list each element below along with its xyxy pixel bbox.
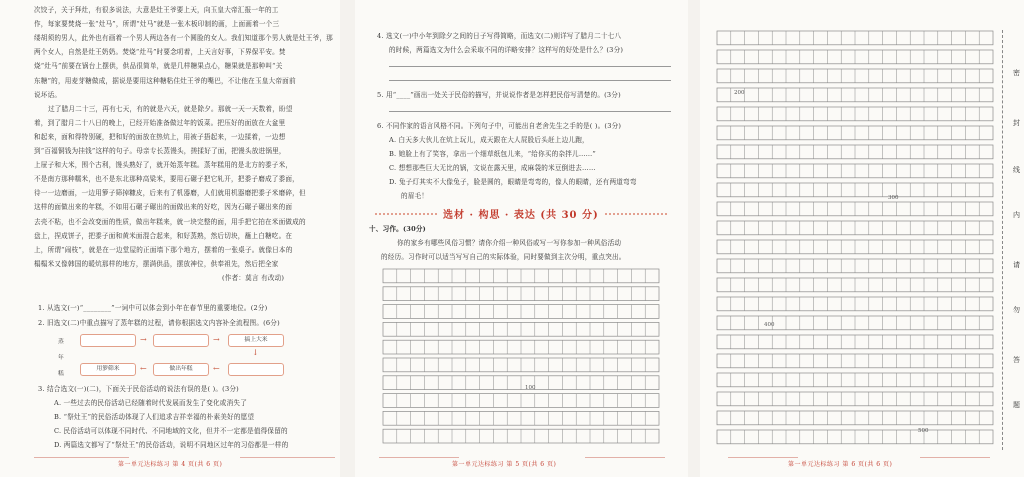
question-4-line-2: 的时候，两篇选文为什么会采取不同的详略安排？这样写的好处是什么？(3分)	[389, 46, 624, 54]
question-6: 6. 不同作家的语言风格不同。下列句子中，可能出自老舍先生之手的是( )。(3分)	[377, 122, 622, 130]
footer-rule-left	[379, 457, 459, 458]
page-5	[355, 0, 688, 477]
seal-line	[1002, 30, 1003, 450]
option-b[interactable]: B. “祭灶王”的民俗活动体现了人们追求吉祥幸福的朴素美好的愿望	[54, 413, 255, 421]
option-c[interactable]: C. 想想那些巨大无比的锅，文说在露天里，成麻袋的米豆倒进去……	[389, 164, 596, 172]
arrow-left-icon: ←	[213, 364, 220, 373]
seal-char: 密	[1013, 69, 1020, 77]
section-title: 选材 · 构思 · 表达 (共 30 分)	[443, 210, 599, 221]
passage-line: 待一一边磨面，一边用箩子筛掉糠皮，后来有了机器磨，人们就用机器磨把黍子米磨碎，但	[34, 189, 306, 198]
grid-counter-500: 500	[918, 428, 929, 434]
arrow-left-icon: ←	[140, 364, 147, 373]
seal-char: 勿	[1013, 306, 1020, 314]
passage-line: 榻榻米又像韩国的暖炕那样的地方，摆满供品，摆放神位，供奉祖先，然后把全家	[34, 259, 279, 268]
seal-char: 题	[1013, 401, 1020, 409]
footer-rule-right	[585, 457, 665, 458]
writing-grid[interactable]	[716, 30, 994, 450]
answer-line[interactable]	[389, 80, 671, 81]
passage-line: 和起来，面和得特别硬，把和好的面放在热炕上，用被子捂起来，一边揉着，一边想	[34, 132, 286, 141]
grid-svg	[716, 30, 994, 450]
question-1: 1. 从选文(一)“________”一词中可以体会到小年在春节里的重要地位。(2分)	[38, 304, 268, 312]
passage-line: 着，到了腊月二十八日的晚上，已经开始准备做过年的饭菜。把压好的面放在大盆里	[34, 118, 286, 127]
option-b[interactable]: B. 她脸上有了笑容，拿出一个细草纸包儿来，“给你买的杂拌儿……”	[389, 150, 597, 158]
passage-line: 上，所谓“闹枝”，就是在一边堂屋的正面墙下那个地方，摆着的一张桌子。就像日本的	[34, 245, 293, 254]
page-6	[700, 0, 1024, 477]
passage-line: 说坏话。	[34, 90, 62, 99]
question-3: 3. 结合选文(一)(二)，下面关于民俗活动的说法有误的是( )。(3分)	[38, 385, 239, 393]
writing-prompt-line-1: 你的家乡有哪些风俗习惯？请你介绍一种风俗或写一写你参加一种风俗活动	[397, 239, 622, 247]
arrow-right-icon: →	[213, 335, 220, 344]
page-4	[0, 0, 340, 477]
passage-line: 烧“灶马”前要在锅台上摆供，供品很简单，就是几样糖果点心，糖果就是那种叫“关	[34, 62, 283, 71]
flow-box-5: 做出年糕	[153, 363, 209, 376]
passage-line: 缕胡须的男人，此外也有画着一个男人两边各有一个圆脸的女人。我们知道那个男人就是灶王爷，那	[34, 34, 333, 43]
passage-line: 作，每家要焚烧一张“灶马”，所谓“灶马”就是一张木板印制的画，上面画着一个三	[34, 20, 280, 29]
question-4-line-1: 4. 选文(一)中小年到除夕之间的日子写得简略，而选文(二)则详写了腊月二十七八	[377, 32, 622, 40]
footer-rule-right	[920, 457, 990, 458]
grid-counter-100: 100	[525, 385, 536, 391]
option-d-cont: 的眉毛！	[401, 192, 429, 200]
writing-grid[interactable]	[382, 268, 660, 448]
page-footer: 第一单元达标练习 第 4 页(共 6 页)	[118, 461, 223, 468]
seal-char: 封	[1013, 119, 1020, 127]
seal-char: 请	[1013, 261, 1020, 269]
passage-line: 到“百福铜钱为挂钱”这样的句子。母亲专长蒸馒头，搓揉好了面，把馒头放进锅里，	[34, 147, 286, 155]
passage-line: 上屉子和大米，围个古利，馒头熟好了，就开始蒸年糕。蒸年糕用的是北方的黍子米，	[34, 161, 293, 170]
seal-char: 线	[1013, 166, 1020, 174]
arrow-down-icon: ↓	[252, 348, 259, 357]
option-d[interactable]: D. 兔子灯其实不大像兔子，脸是圆的，眼睛是弯弯的，像人的眼睛，还有两道弯弯	[389, 178, 637, 186]
grid-counter-200: 200	[734, 90, 745, 96]
option-a[interactable]: A. 白天多大伙儿在炕上玩儿，成天跟在大人屁股后头赶上边儿跑，	[389, 136, 589, 144]
question-2: 2. 旧选文(二)中重点描写了蒸年糕的过程，请你根据选文内容补全流程图。(6分)	[38, 319, 280, 327]
passage-line: 去壳不粘，也不会改变面的性质，做出年糕来，就一块完整的面，用手把它拍在米面做成的	[34, 217, 306, 226]
option-c[interactable]: C. 民俗活动可以体现不同时代、不同地域的文化，但并不一定都是值得保留的	[54, 427, 288, 435]
passage-line: 这样的面做出来的年糕，不如用石碾子碾出的面做出来的好吃，因为石碾子碾出来的面	[34, 203, 293, 212]
footer-rule-right	[240, 457, 335, 458]
seal-char: 内	[1013, 211, 1020, 219]
section-divider-right	[605, 213, 667, 215]
passage-line: 过了腊月二十三，再有七天，有的就是六天，就是除夕。那就一天一天数着，盼望	[48, 104, 293, 113]
flow-box-3: 搞上大米	[228, 334, 284, 347]
page-footer: 第一单元达标练习 第 5 页(共 6 页)	[452, 461, 557, 468]
flow-label-2: 年	[58, 355, 64, 361]
footer-rule-left	[728, 457, 798, 458]
flow-box-2[interactable]	[153, 334, 209, 347]
flow-box-1[interactable]	[80, 334, 136, 347]
answer-line[interactable]	[389, 66, 671, 67]
passage-line: (作者：莫言 有改动)	[222, 273, 285, 282]
passage-line: 东糖”的，用麦芽糖做成，据说是要用这种糖粘住灶王爷的嘴巴，不让他在玉皇大帝面前	[34, 76, 296, 85]
option-d[interactable]: D. 两篇选文都写了“祭灶王”的民俗活动，说明不同地区过年的习俗都是一样的	[54, 441, 289, 449]
option-a[interactable]: A. 一些过去的民俗活动已经随着时代发展而发生了变化或消失了	[54, 399, 247, 407]
grid-counter-400: 400	[764, 322, 775, 328]
grid-counter-300: 300	[888, 195, 899, 201]
flow-label-3: 糕	[58, 371, 64, 377]
footer-rule-left	[34, 457, 129, 458]
passage-line: 盘上，捏成饼子，把黍子面和黄米面混合起来，和好蒸熟，然后切块，蘸上白糖吃。在	[34, 231, 293, 240]
flow-box-4: 用箩筛米	[80, 363, 136, 376]
grid-svg	[382, 268, 660, 448]
writing-prompt-line-2: 的经历。习作时可以适当写写自己的实际体验，同时要做到主次分明，重点突出。	[381, 253, 626, 261]
passage-line: 两个女人，自然是灶王奶奶。焚烧“灶马”时要念叨着，上天言好事，下界保平安。焚	[34, 48, 286, 57]
passage-line: 次饺子，关于拜灶，有很多说法，大意是灶王爷要上天，向玉皇大帝汇报一年的工	[34, 6, 279, 14]
flow-label-1: 蒸	[58, 339, 64, 345]
question-10: 十、习作。(30分)	[369, 225, 426, 233]
section-divider-left	[375, 213, 437, 215]
seal-char: 答	[1013, 356, 1020, 364]
answer-line[interactable]	[389, 111, 671, 112]
flow-box-6[interactable]	[228, 363, 284, 376]
page-footer: 第一单元达标练习 第 6 页(共 6 页)	[788, 461, 893, 468]
question-5: 5. 用“____”画出一处关于民俗的描写，并说说作者是怎样把民俗写清楚的。(3分)	[377, 91, 621, 99]
arrow-right-icon: →	[140, 335, 147, 344]
passage-line: 不是南方那种糯米，也不是东北那种高粱米，要用石碾子把它轧开，把黍子磨成了黍面，	[34, 175, 299, 184]
